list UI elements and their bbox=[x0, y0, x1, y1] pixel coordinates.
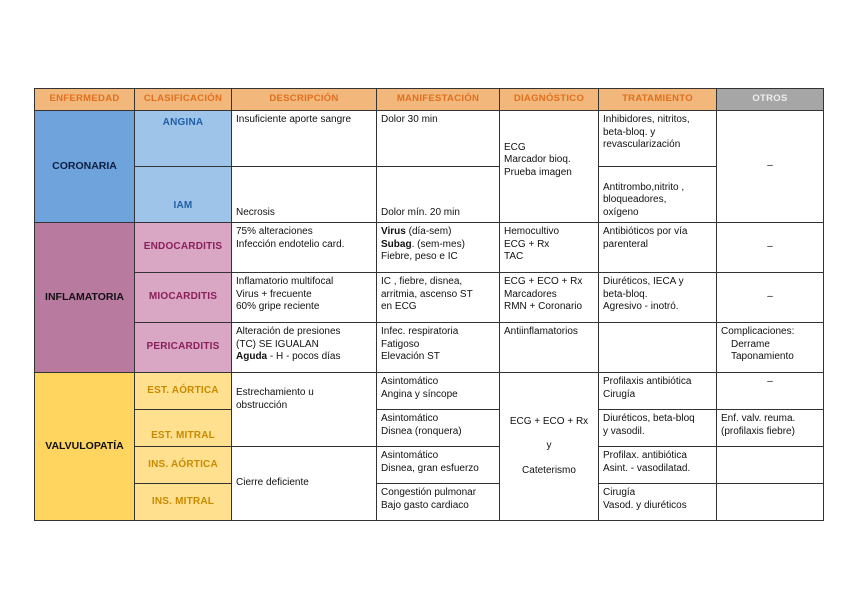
desc-line: Infección endotelio card. bbox=[236, 238, 345, 250]
desc-line: Alteración de presiones bbox=[236, 326, 341, 337]
trat-line: Profilaxis antibiótica bbox=[603, 376, 692, 387]
diag-line: Hemocultivo bbox=[504, 226, 560, 237]
miocarditis-tratamiento bbox=[599, 273, 717, 323]
virus-text: (día-sem) bbox=[405, 226, 452, 237]
manif-line: Fiebre, peso e IC bbox=[381, 251, 458, 262]
header-enfermedad: ENFERMEDAD bbox=[35, 89, 135, 111]
class-pericarditis: PERICARDITIS bbox=[135, 323, 232, 373]
manif-line bbox=[381, 226, 495, 239]
desc-line bbox=[236, 351, 372, 364]
trat-line: beta-bloq. y bbox=[603, 126, 656, 138]
trat-line: bloqueadores, bbox=[603, 194, 667, 205]
row-pericarditis bbox=[35, 323, 824, 373]
manif-line: Disnea (ronquera) bbox=[381, 425, 462, 437]
trat-line: Diuréticos, IECA y bbox=[603, 276, 684, 287]
trat-line: revascularización bbox=[603, 139, 681, 150]
manif-line: Infec. respiratoria bbox=[381, 326, 459, 337]
est-aortica-manifestacion bbox=[377, 373, 500, 410]
desc-line: Inflamatorio multifocal bbox=[236, 276, 334, 287]
trat-line: Asint. - vasodilatad. bbox=[603, 462, 691, 474]
endocarditis-descripcion bbox=[232, 223, 377, 273]
diag-line: TAC bbox=[504, 251, 524, 262]
iam-tratamiento bbox=[599, 167, 717, 223]
miocarditis-otros: – bbox=[717, 273, 824, 323]
manif-line: Asintomático bbox=[381, 450, 439, 461]
ins-aortica-otros bbox=[717, 447, 824, 484]
row-est-mitral bbox=[35, 410, 824, 447]
class-endocarditis: ENDOCARDITIS bbox=[135, 223, 232, 273]
trat-line: Inhibidores, nitritos, bbox=[603, 114, 690, 125]
diag-line: Marcadores bbox=[504, 288, 557, 300]
row-ins-mitral bbox=[35, 484, 824, 521]
manif-line: Disnea, gran esfuerzo bbox=[381, 462, 479, 474]
iam-descripcion: Necrosis bbox=[232, 167, 377, 223]
disease-valvulopatia: VALVULOPATÍA bbox=[35, 373, 135, 521]
pericarditis-diagnostico bbox=[500, 323, 599, 373]
angina-tratamiento bbox=[599, 111, 717, 167]
miocarditis-diagnostico bbox=[500, 273, 599, 323]
desc-line: (TC) SE IGUALAN bbox=[236, 338, 319, 350]
trat-line: Agresivo - inotró. bbox=[603, 301, 679, 312]
ins-mitral-otros bbox=[717, 484, 824, 521]
class-est-aortica: EST. AÓRTICA bbox=[135, 373, 232, 410]
diag-line: ECG bbox=[504, 141, 526, 153]
pericarditis-tratamiento bbox=[599, 323, 717, 373]
trat-line: Cirugía bbox=[603, 388, 636, 400]
class-angina: ANGINA bbox=[135, 111, 232, 167]
desc-line: 60% gripe reciente bbox=[236, 301, 320, 312]
trat-line: Antibióticos por vía bbox=[603, 226, 688, 237]
pericarditis-otros bbox=[717, 323, 824, 373]
desc-line: obstrucción bbox=[236, 399, 288, 411]
ins-mitral-tratamiento bbox=[599, 484, 717, 521]
manif-line bbox=[381, 239, 495, 252]
diag-line: RMN + Coronario bbox=[504, 301, 583, 312]
manif-line: Congestión pulmonar bbox=[381, 487, 477, 498]
diag-line: y bbox=[546, 440, 552, 452]
trat-line: Vasod. y diuréticos bbox=[603, 499, 687, 511]
cardiopathy-table bbox=[34, 88, 824, 521]
ins-aortica-tratamiento bbox=[599, 447, 717, 484]
pericarditis-descripcion bbox=[232, 323, 377, 373]
diag-line: ECG + Rx bbox=[504, 238, 550, 250]
trat-line: beta-bloq. bbox=[603, 288, 648, 300]
row-ins-aortica bbox=[35, 447, 824, 484]
class-miocarditis: MIOCARDITIS bbox=[135, 273, 232, 323]
diag-line: Cateterismo bbox=[522, 464, 576, 476]
pericarditis-manifestacion bbox=[377, 323, 500, 373]
header-descripcion: DESCRIPCIÓN bbox=[232, 89, 377, 111]
coronaria-diagnostico bbox=[500, 111, 599, 223]
aguda-text: - H - pocos días bbox=[267, 351, 341, 362]
trat-line: Cirugía bbox=[603, 487, 636, 498]
est-mitral-otros bbox=[717, 410, 824, 447]
class-iam: IAM bbox=[135, 167, 232, 223]
diag-line: ECG + ECO + Rx bbox=[504, 276, 583, 287]
endocarditis-manifestacion bbox=[377, 223, 500, 273]
desc-line: Estrechamiento u bbox=[236, 387, 314, 398]
coronaria-otros: – bbox=[717, 111, 824, 223]
otros-line: Derrame bbox=[731, 338, 770, 350]
est-mitral-manifestacion bbox=[377, 410, 500, 447]
manif-line: Asintomático bbox=[381, 376, 439, 387]
manif-line: Bajo gasto cardiaco bbox=[381, 499, 469, 511]
est-mitral-tratamiento bbox=[599, 410, 717, 447]
diag-line: ECG + ECO + Rx bbox=[509, 415, 589, 427]
manif-line: Asintomático bbox=[381, 413, 439, 424]
desc-line: 75% alteraciones bbox=[236, 226, 313, 237]
diag-line: Antiinflamatorios bbox=[504, 326, 578, 337]
angina-manifestacion: Dolor 30 min bbox=[377, 111, 500, 167]
header-tratamiento: TRATAMIENTO bbox=[599, 89, 717, 111]
diag-line: Marcador bioq. bbox=[504, 154, 571, 166]
row-endocarditis bbox=[35, 223, 824, 273]
otros-line: Complicaciones: bbox=[721, 326, 795, 337]
header-diagnostico: DIAGNÓSTICO bbox=[500, 89, 599, 111]
virus-label: Virus bbox=[381, 226, 406, 237]
subag-text: . (sem-mes) bbox=[411, 238, 465, 250]
header-manifestacion: MANIFESTACIÓN bbox=[377, 89, 500, 111]
diag-line: Prueba imagen bbox=[504, 166, 572, 178]
otros-line: (profilaxis fiebre) bbox=[721, 425, 795, 437]
manif-line: Angina y síncope bbox=[381, 388, 458, 400]
endocarditis-tratamiento bbox=[599, 223, 717, 273]
disease-inflamatoria: INFLAMATORIA bbox=[35, 223, 135, 373]
disease-coronaria: CORONARIA bbox=[35, 111, 135, 223]
class-est-mitral: EST. MITRAL bbox=[135, 410, 232, 447]
manif-line: arritmia, ascenso ST bbox=[381, 288, 473, 300]
trat-line: oxígeno bbox=[603, 206, 639, 218]
endocarditis-otros: – bbox=[717, 223, 824, 273]
manif-line: Elevación ST bbox=[381, 351, 440, 362]
ins-aortica-manifestacion bbox=[377, 447, 500, 484]
row-iam bbox=[35, 167, 824, 223]
aguda-label: Aguda bbox=[236, 351, 268, 362]
desc-line: Virus + frecuente bbox=[236, 288, 312, 300]
est-aortica-otros: – bbox=[717, 373, 824, 410]
class-ins-mitral: INS. MITRAL bbox=[135, 484, 232, 521]
miocarditis-descripcion bbox=[232, 273, 377, 323]
trat-line: Profilax. antibiótica bbox=[603, 450, 687, 461]
trat-line: Antitrombo,nitrito , bbox=[603, 181, 685, 193]
otros-line: Taponamiento bbox=[731, 351, 794, 362]
class-ins-aortica: INS. AÓRTICA bbox=[135, 447, 232, 484]
manif-line: IC , fiebre, disnea, bbox=[381, 276, 463, 287]
ins-mitral-manifestacion bbox=[377, 484, 500, 521]
trat-line: Diuréticos, beta-bloq bbox=[603, 413, 695, 424]
row-angina bbox=[35, 111, 824, 167]
valvulopatia-diagnostico bbox=[500, 373, 599, 521]
endocarditis-diagnostico bbox=[500, 223, 599, 273]
header-clasificacion: CLASIFICACIÓN bbox=[135, 89, 232, 111]
row-miocarditis bbox=[35, 273, 824, 323]
trat-line: parenteral bbox=[603, 238, 649, 250]
trat-line: y vasodil. bbox=[603, 425, 645, 437]
manif-line: en ECG bbox=[381, 301, 417, 312]
header-otros: OTROS bbox=[717, 89, 824, 111]
iam-manifestacion: Dolor mín. 20 min bbox=[377, 167, 500, 223]
header-row bbox=[35, 89, 824, 111]
estenosis-descripcion bbox=[232, 373, 377, 447]
est-aortica-tratamiento bbox=[599, 373, 717, 410]
insuficiencia-descripcion: Cierre deficiente bbox=[232, 447, 377, 521]
subag-label: Subag bbox=[381, 238, 412, 250]
otros-line: Enf. valv. reuma. bbox=[721, 413, 796, 424]
angina-descripcion: Insuficiente aporte sangre bbox=[232, 111, 377, 167]
row-est-aortica bbox=[35, 373, 824, 410]
manif-line: Fatigoso bbox=[381, 338, 420, 350]
miocarditis-manifestacion bbox=[377, 273, 500, 323]
